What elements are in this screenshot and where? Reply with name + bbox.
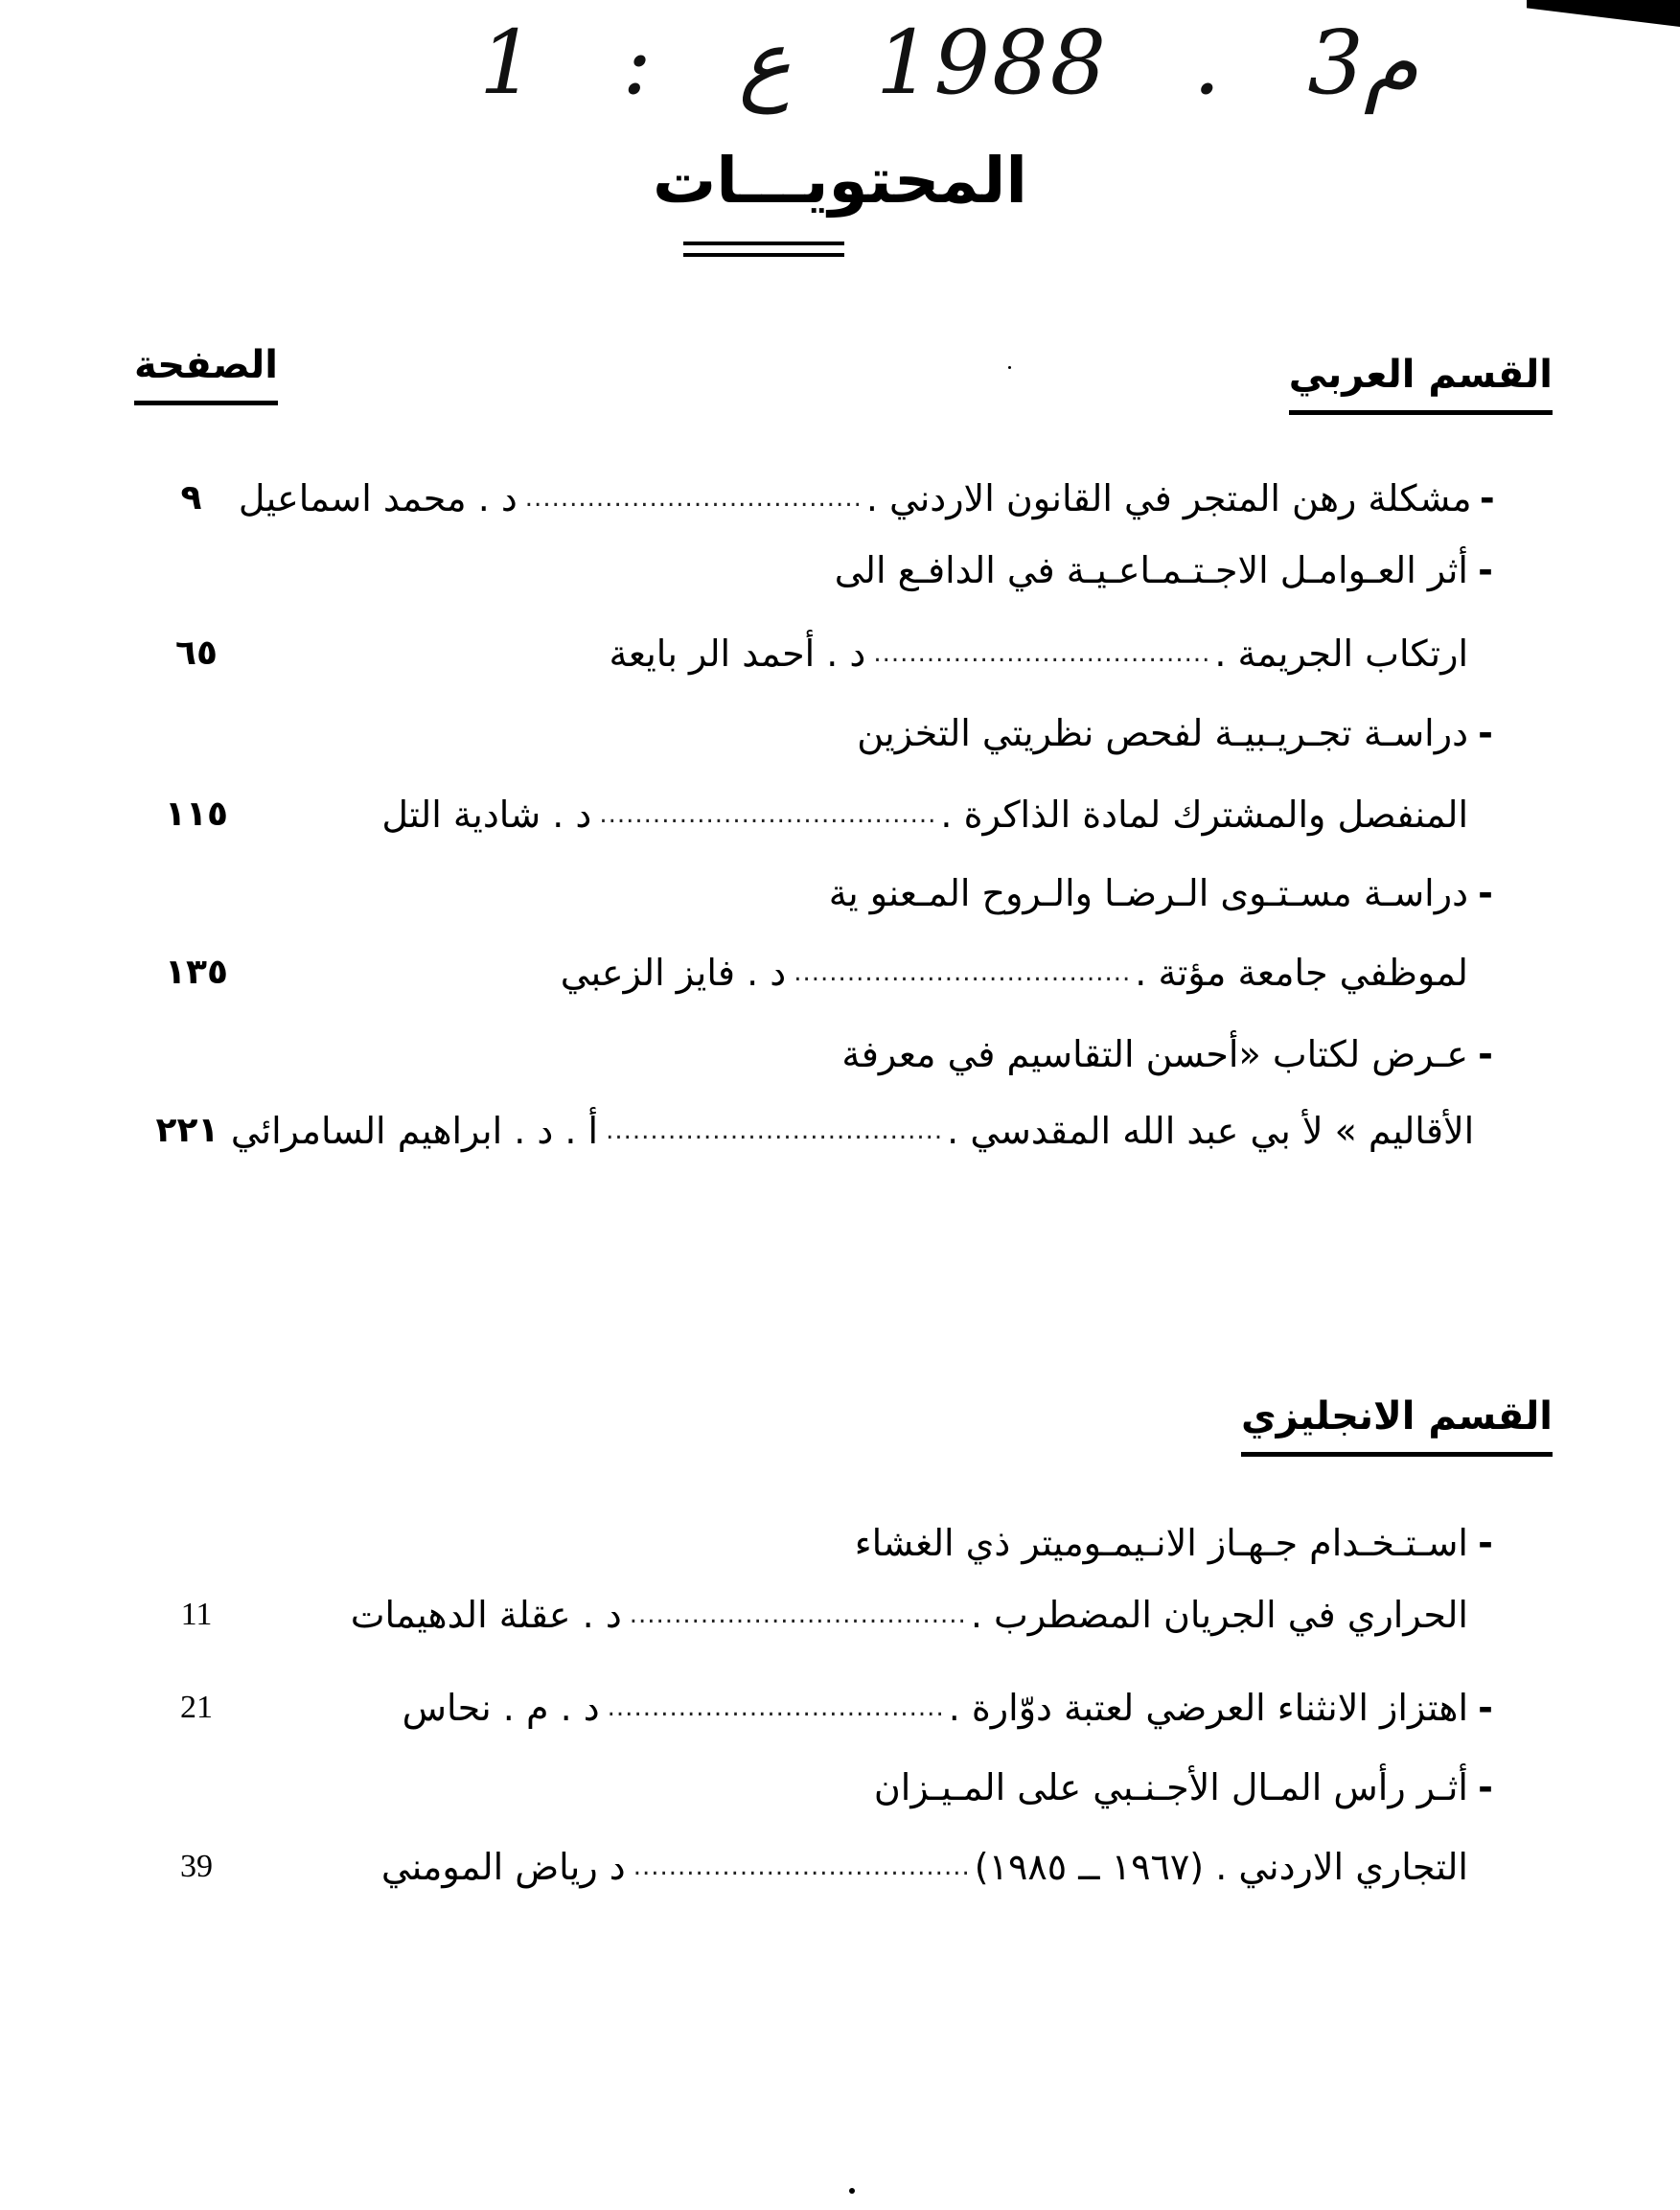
entry-page-number: 11 — [180, 1597, 213, 1632]
entry-title: عـرض لكتاب «أحسن التقاسيم في معرفة — [841, 1033, 1468, 1075]
handwritten-part: . — [1192, 11, 1223, 114]
handwritten-part: 1 — [479, 11, 538, 114]
leader-dots: ...................................... — [524, 484, 863, 513]
entry-title: اهتزاز الانثناء العرضي لعتبة دوّارة . — [948, 1687, 1468, 1729]
title-underline — [683, 242, 844, 245]
entry-page-number: ١٣٥ — [165, 953, 228, 992]
entry-author: د . عقلة الدهيمات — [350, 1594, 622, 1636]
scan-speck — [1008, 366, 1011, 369]
bullet-dash: - — [1478, 549, 1493, 591]
toc-entry-continuation — [144, 1838, 1503, 1896]
handwritten-annotation — [479, 10, 1418, 115]
title-underline — [683, 253, 844, 257]
entry-title: أثـر رأس المـال الأجـنـبي على المـيـزان — [873, 1766, 1468, 1808]
toc-entry-continuation — [144, 625, 1503, 682]
handwritten-part: ع — [738, 11, 792, 114]
toc-entry — [144, 1025, 1503, 1083]
toc-entry-continuation — [144, 1586, 1503, 1644]
leader-dots: ...................................... — [606, 1117, 944, 1145]
page-column-heading: الصفحة — [134, 343, 278, 405]
bullet-dash: - — [1478, 872, 1493, 914]
entry-title: لموظفي جامعة مؤتة . — [1135, 952, 1468, 994]
leader-dots: ...................................... — [629, 1600, 967, 1629]
bullet-dash: - — [1478, 1522, 1493, 1564]
entry-author: د . أحمد الر بايعة — [609, 633, 866, 675]
toc-entry-continuation — [144, 1102, 1503, 1160]
entry-title: ارتكاب الجريمة . — [1214, 633, 1468, 675]
entry-page-number: ٩ — [180, 478, 202, 518]
entry-title: مشكلة رهن المتجر في القانون الاردني . — [865, 477, 1472, 519]
entry-author: د . م . نحاس — [402, 1687, 600, 1729]
handwritten-part: 1988 — [876, 11, 1109, 114]
leader-dots: ...................................... — [607, 1693, 945, 1722]
entry-title: الأقاليم » لأ بي عبد الله المقدسي . — [947, 1110, 1475, 1152]
entry-author: أ . د . ابراهيم السامرائي — [230, 1110, 599, 1152]
entry-page-number: 21 — [180, 1690, 213, 1725]
toc-entry — [144, 541, 1503, 599]
toc-entry-continuation — [144, 944, 1503, 1001]
scan-speck — [849, 2188, 855, 2194]
entry-author: د رياض المومني — [380, 1846, 626, 1888]
leader-dots: ...................................... — [633, 1853, 971, 1881]
entry-page-number: ٢٢١ — [155, 1111, 219, 1150]
toc-entry — [144, 1759, 1503, 1816]
bullet-dash: - — [1478, 1766, 1493, 1808]
page-title: المحتويـــات — [652, 144, 1028, 218]
toc-entry — [144, 704, 1503, 762]
bullet-dash: - — [1478, 1687, 1493, 1729]
toc-entry — [144, 1514, 1503, 1572]
entry-title: اسـتـخـدام جـهـاز الانـيمـوميتر ذي الغشاء — [854, 1522, 1468, 1564]
bullet-dash: - — [1478, 712, 1493, 754]
entry-title: دراسـة مسـتـوى الـرضـا والـروح المـعنو ية — [828, 872, 1468, 914]
toc-entry — [144, 470, 1503, 527]
entry-title: التجاري الاردني . (١٩٦٧ ــ ١٩٨٥) — [974, 1846, 1468, 1888]
leader-dots: ...................................... — [873, 639, 1211, 668]
handwritten-part: : — [622, 11, 655, 114]
scan-edge-shadow — [1527, 0, 1680, 27]
handwritten-part: م3 — [1307, 11, 1418, 114]
entry-title: الحراري في الجريان المضطرب . — [970, 1594, 1468, 1636]
toc-entry — [144, 864, 1503, 922]
section-heading-english: القسم الانجليزي — [1241, 1394, 1553, 1457]
entry-page-number: ٦٥ — [175, 633, 218, 673]
leader-dots: ...................................... — [599, 800, 937, 829]
toc-entry — [144, 1679, 1503, 1737]
entry-author: د . شادية التل — [381, 794, 592, 836]
entry-title: دراسـة تجـريـبيـة لفحص نظريتي التخزين — [857, 712, 1468, 754]
bullet-dash: - — [1479, 477, 1495, 519]
entry-title: المنفصل والمشترك لمادة الذاكرة . — [940, 794, 1468, 836]
entry-page-number: ١١٥ — [165, 794, 228, 834]
section-heading-arabic: القسم العربي — [1289, 353, 1553, 415]
entry-page-number: 39 — [180, 1849, 213, 1884]
bullet-dash: - — [1478, 1033, 1493, 1075]
toc-entry-continuation — [144, 786, 1503, 843]
entry-title: أثر العـوامـل الاجـتـمـاعـيـة في الدافـع الى — [834, 549, 1468, 591]
entry-author: د . محمد اسماعيل — [238, 477, 518, 519]
entry-author: د . فايز الزعبي — [560, 952, 787, 994]
leader-dots: ...................................... — [794, 958, 1132, 987]
